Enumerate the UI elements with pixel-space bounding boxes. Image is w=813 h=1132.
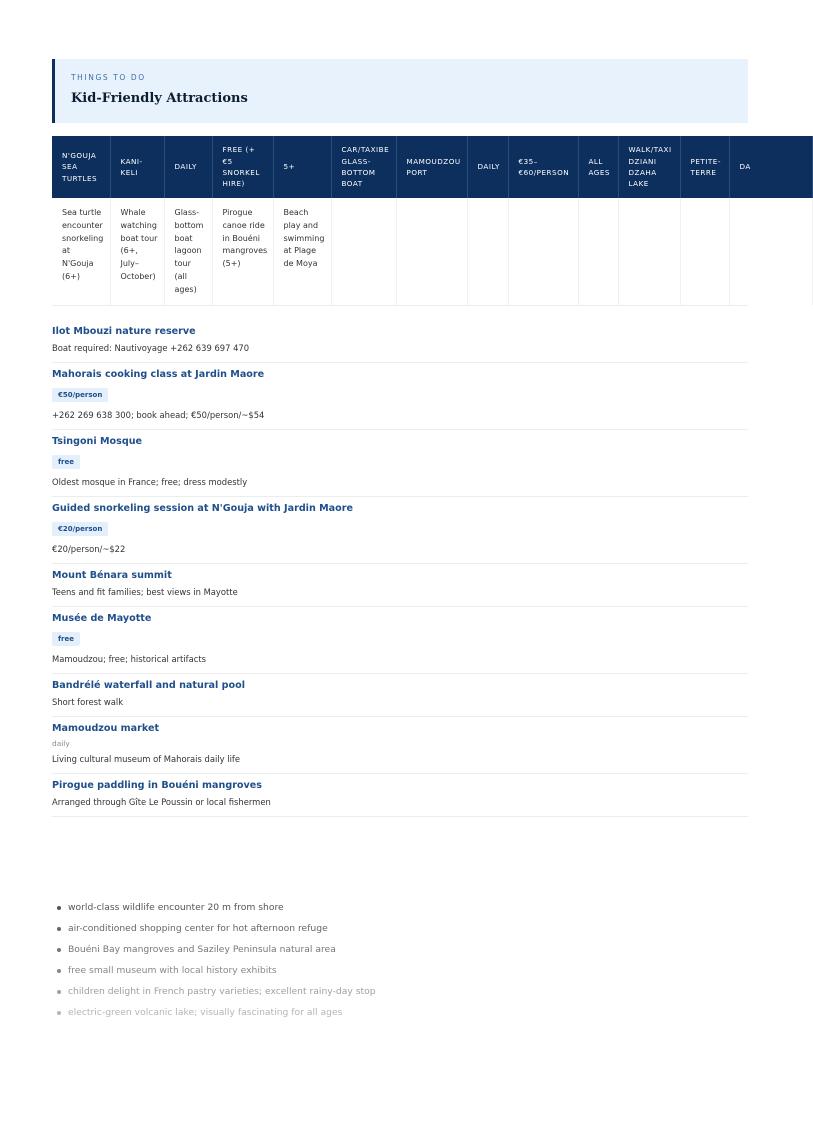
list-item — [52, 564, 748, 607]
bullet-item: electric-green volcanic lake; visually fascinating for all ages — [52, 1002, 748, 1023]
attraction-description: Arranged through Gîte Le Poussin or local fishermen — [52, 797, 271, 807]
column-header: 5+ — [273, 136, 331, 198]
price-badge: free — [52, 455, 80, 469]
table-cell: Whale watching boat tour (6+, July–October) — [110, 198, 164, 305]
column-header: DA — [729, 136, 812, 198]
attraction-description: Short forest walk — [52, 697, 124, 707]
column-header: CAR/TAXIBE GLASS-BOTTOM BOAT — [331, 136, 396, 198]
attraction-name[interactable]: Musée de Mayotte — [52, 613, 152, 624]
attraction-description: €20/person/~$22 — [52, 544, 126, 554]
section-eyebrow: THINGS TO DO — [71, 73, 146, 82]
price-badge: free — [52, 632, 80, 646]
list-item — [52, 607, 748, 674]
attraction-name[interactable]: Mahorais cooking class at Jardin Maore — [52, 369, 265, 380]
bullet-item: children delight in French pastry varieties; excellent rainy-day stop — [52, 981, 748, 1002]
column-header: N'GOUJA SEA TURTLES — [52, 136, 110, 198]
table-cell — [729, 198, 812, 305]
attraction-description: Teens and fit families; best views in Mayotte — [52, 587, 238, 597]
highlight-notes — [52, 897, 748, 1023]
table-cell — [467, 198, 508, 305]
attraction-description: +262 269 638 300; book ahead; €50/person/~$54 — [52, 410, 265, 420]
page-title: Kid-Friendly Attractions — [71, 91, 248, 106]
column-header: ALL AGES — [578, 136, 618, 198]
table-cell: Pirogue canoe ride in Bouéni mangroves (5+) — [212, 198, 273, 305]
list-item — [52, 497, 748, 564]
table-cell: Glass-bottom boat lagoon tour (all ages) — [164, 198, 212, 305]
bullet-item: free small museum with local history exhibits — [52, 960, 748, 981]
section-header — [52, 59, 748, 123]
column-header: WALK/TAXI DZIANI DZAHA LAKE — [618, 136, 680, 198]
attraction-name[interactable]: Mount Bénara summit — [52, 570, 172, 581]
attraction-name[interactable]: Bandrélé waterfall and natural pool — [52, 680, 245, 691]
column-header: €35–€60/PERSON — [508, 136, 578, 198]
column-header: DAILY — [467, 136, 508, 198]
price-badge: €20/person — [52, 522, 108, 536]
attraction-name[interactable]: Guided snorkeling session at N'Gouja with Jardin Maore — [52, 503, 353, 514]
attraction-name[interactable]: Pirogue paddling in Bouéni mangroves — [52, 780, 262, 791]
list-item — [52, 363, 748, 430]
table-cell — [618, 198, 680, 305]
attractions-table — [52, 136, 813, 305]
column-header: PETITE-TERRE — [680, 136, 729, 198]
attraction-description: Oldest mosque in France; free; dress modestly — [52, 477, 248, 487]
bullet-item: world-class wildlife encounter 20 m from shore — [52, 897, 748, 918]
attractions-table-wrapper[interactable] — [52, 136, 751, 306]
table-cell — [680, 198, 729, 305]
attraction-description: Living cultural museum of Mahorais daily life — [52, 754, 240, 764]
attraction-list — [52, 320, 748, 817]
attraction-description: Mamoudzou; free; historical artifacts — [52, 654, 206, 664]
table-cell: Beach play and swimming at Plage de Moya — [273, 198, 331, 305]
list-item — [52, 430, 748, 497]
page — [52, 59, 751, 1018]
bullet-item: Bouéni Bay mangroves and Saziley Peninsula natural area — [52, 939, 748, 960]
table-cell — [578, 198, 618, 305]
table-row — [52, 198, 812, 305]
attraction-name[interactable]: Mamoudzou market — [52, 723, 160, 734]
list-item — [52, 774, 748, 817]
frequency-label: daily — [52, 739, 70, 748]
attraction-name[interactable]: Tsingoni Mosque — [52, 436, 143, 447]
column-header: FREE (+€5 SNORKEL HIRE) — [212, 136, 273, 198]
table-cell — [331, 198, 396, 305]
list-item — [52, 674, 748, 717]
list-item — [52, 717, 748, 774]
bullet-item: air-conditioned shopping center for hot afternoon refuge — [52, 918, 748, 939]
table-header-row — [52, 136, 812, 198]
attraction-name[interactable]: Ilot Mbouzi nature reserve — [52, 326, 196, 337]
column-header: DAILY — [164, 136, 212, 198]
column-header: MAMOUDZOU PORT — [396, 136, 467, 198]
column-header: KANI-KELI — [110, 136, 164, 198]
list-item — [52, 320, 748, 363]
table-cell — [396, 198, 467, 305]
price-badge: €50/person — [52, 388, 108, 402]
attraction-description: Boat required: Nautivoyage +262 639 697 470 — [52, 343, 250, 353]
table-cell: Sea turtle encounter snorkeling at N'Gouja (6+) — [52, 198, 110, 305]
table-cell — [508, 198, 578, 305]
